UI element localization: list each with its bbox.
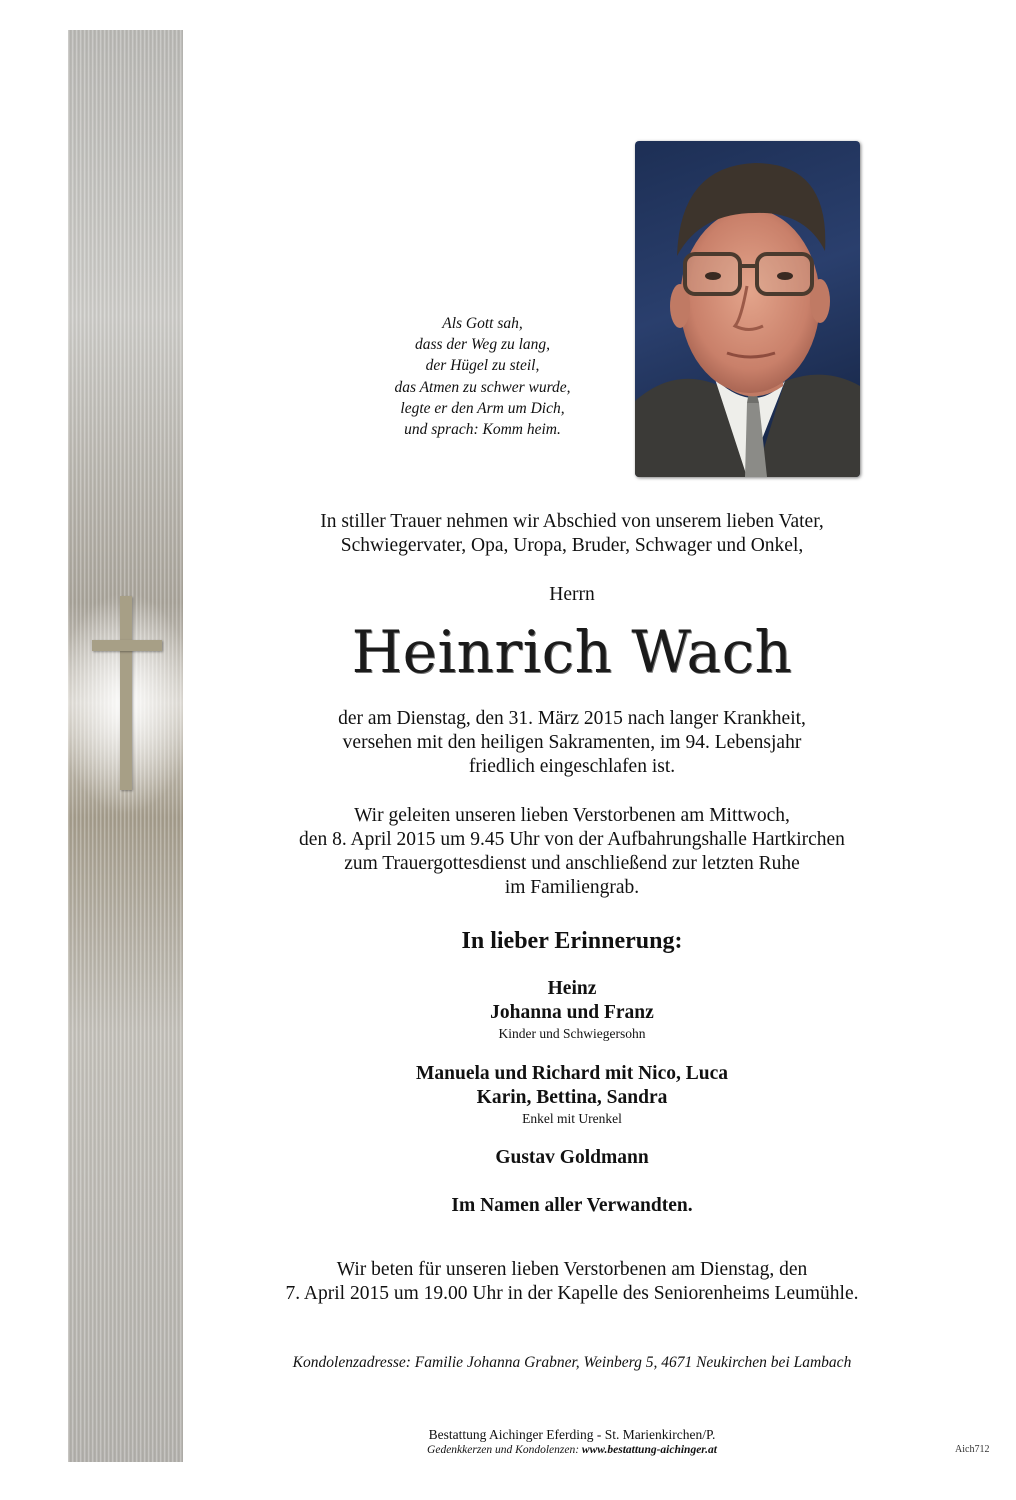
death-notice: [200, 707, 944, 779]
mourner-name: Karin, Bettina, Sandra: [476, 1087, 668, 1108]
poem: [360, 313, 605, 440]
mourner-relation: Enkel mit Urenkel: [522, 1111, 622, 1126]
poem-line: Als Gott sah,: [442, 315, 523, 332]
deceased-name: Heinrich Wach: [351, 618, 793, 686]
funeral-line: zum Trauergottesdienst und anschließend zur letzten Ruhe: [344, 853, 800, 874]
intro-text: [200, 510, 944, 558]
funeral-line: im Familiengrab.: [504, 877, 640, 898]
memory-title: In lieber Erinnerung:: [461, 928, 683, 954]
portrait-photo: [635, 141, 860, 477]
poem-line: und sprach: Komm heim.: [404, 421, 561, 439]
prayer-line: Wir beten für unseren lieben Verstorbenen am Dienstag, den: [336, 1259, 808, 1280]
mourner-name: Heinz: [547, 978, 597, 999]
funeral-line: Wir geleiten unseren lieben Verstorbenen am Mittwoch,: [354, 805, 790, 826]
all-relatives-line: Im Namen aller Verwandten.: [451, 1195, 693, 1216]
poem-line: der Hügel zu steil,: [425, 357, 540, 375]
funeral-home-name: Bestattung Aichinger Eferding - St. Marienkirchen/P.: [428, 1427, 716, 1442]
footer-online: [200, 1444, 944, 1456]
condolence-address: Kondolenzadresse: Familie Johanna Grabner, Weinberg 5, 4671 Neukirchen bei Lambach: [292, 1354, 852, 1371]
poem-line: legte er den Arm um Dich,: [400, 399, 565, 417]
prayer-notice: [200, 1258, 944, 1306]
mourner-single: Gustav Goldmann: [495, 1147, 649, 1168]
cross-icon: [92, 596, 162, 790]
death-line: friedlich eingeschlafen ist.: [468, 756, 676, 777]
death-line: versehen mit den heiligen Sakramenten, im 94. Lebensjahr: [342, 732, 802, 753]
mourner-group-children: [200, 977, 944, 1043]
salutation: Herrn: [549, 584, 595, 605]
poem-line: dass der Weg zu lang,: [414, 336, 551, 354]
mourner-name: Johanna und Franz: [490, 1002, 654, 1023]
mourner-relation: Kinder und Schwiegersohn: [498, 1026, 646, 1041]
prayer-line: 7. April 2015 um 19.00 Uhr in der Kapelle des Seniorenheims Leumühle.: [285, 1283, 859, 1304]
website-link[interactable]: www.bestattung-aichinger.at: [581, 1444, 717, 1456]
death-line: der am Dienstag, den 31. März 2015 nach langer Krankheit,: [338, 708, 806, 729]
intro-line: In stiller Trauer nehmen wir Abschied von unserem lieben Vater,: [320, 511, 824, 532]
mourner-group-grandchildren: [200, 1062, 944, 1128]
mourner-name: Manuela und Richard mit Nico, Luca: [415, 1063, 729, 1084]
funeral-line: den 8. April 2015 um 9.45 Uhr von der Aufbahrungshalle Hartkirchen: [299, 829, 845, 850]
funeral-notice: [200, 804, 944, 900]
document-code: Aich712: [955, 1444, 990, 1455]
intro-line: Schwiegervater, Opa, Uropa, Bruder, Schwager und Onkel,: [340, 535, 804, 556]
poem-line: das Atmen zu schwer wurde,: [394, 378, 571, 396]
footer-online-prefix: Gedenkkerzen und Kondolenzen:: [427, 1444, 582, 1456]
